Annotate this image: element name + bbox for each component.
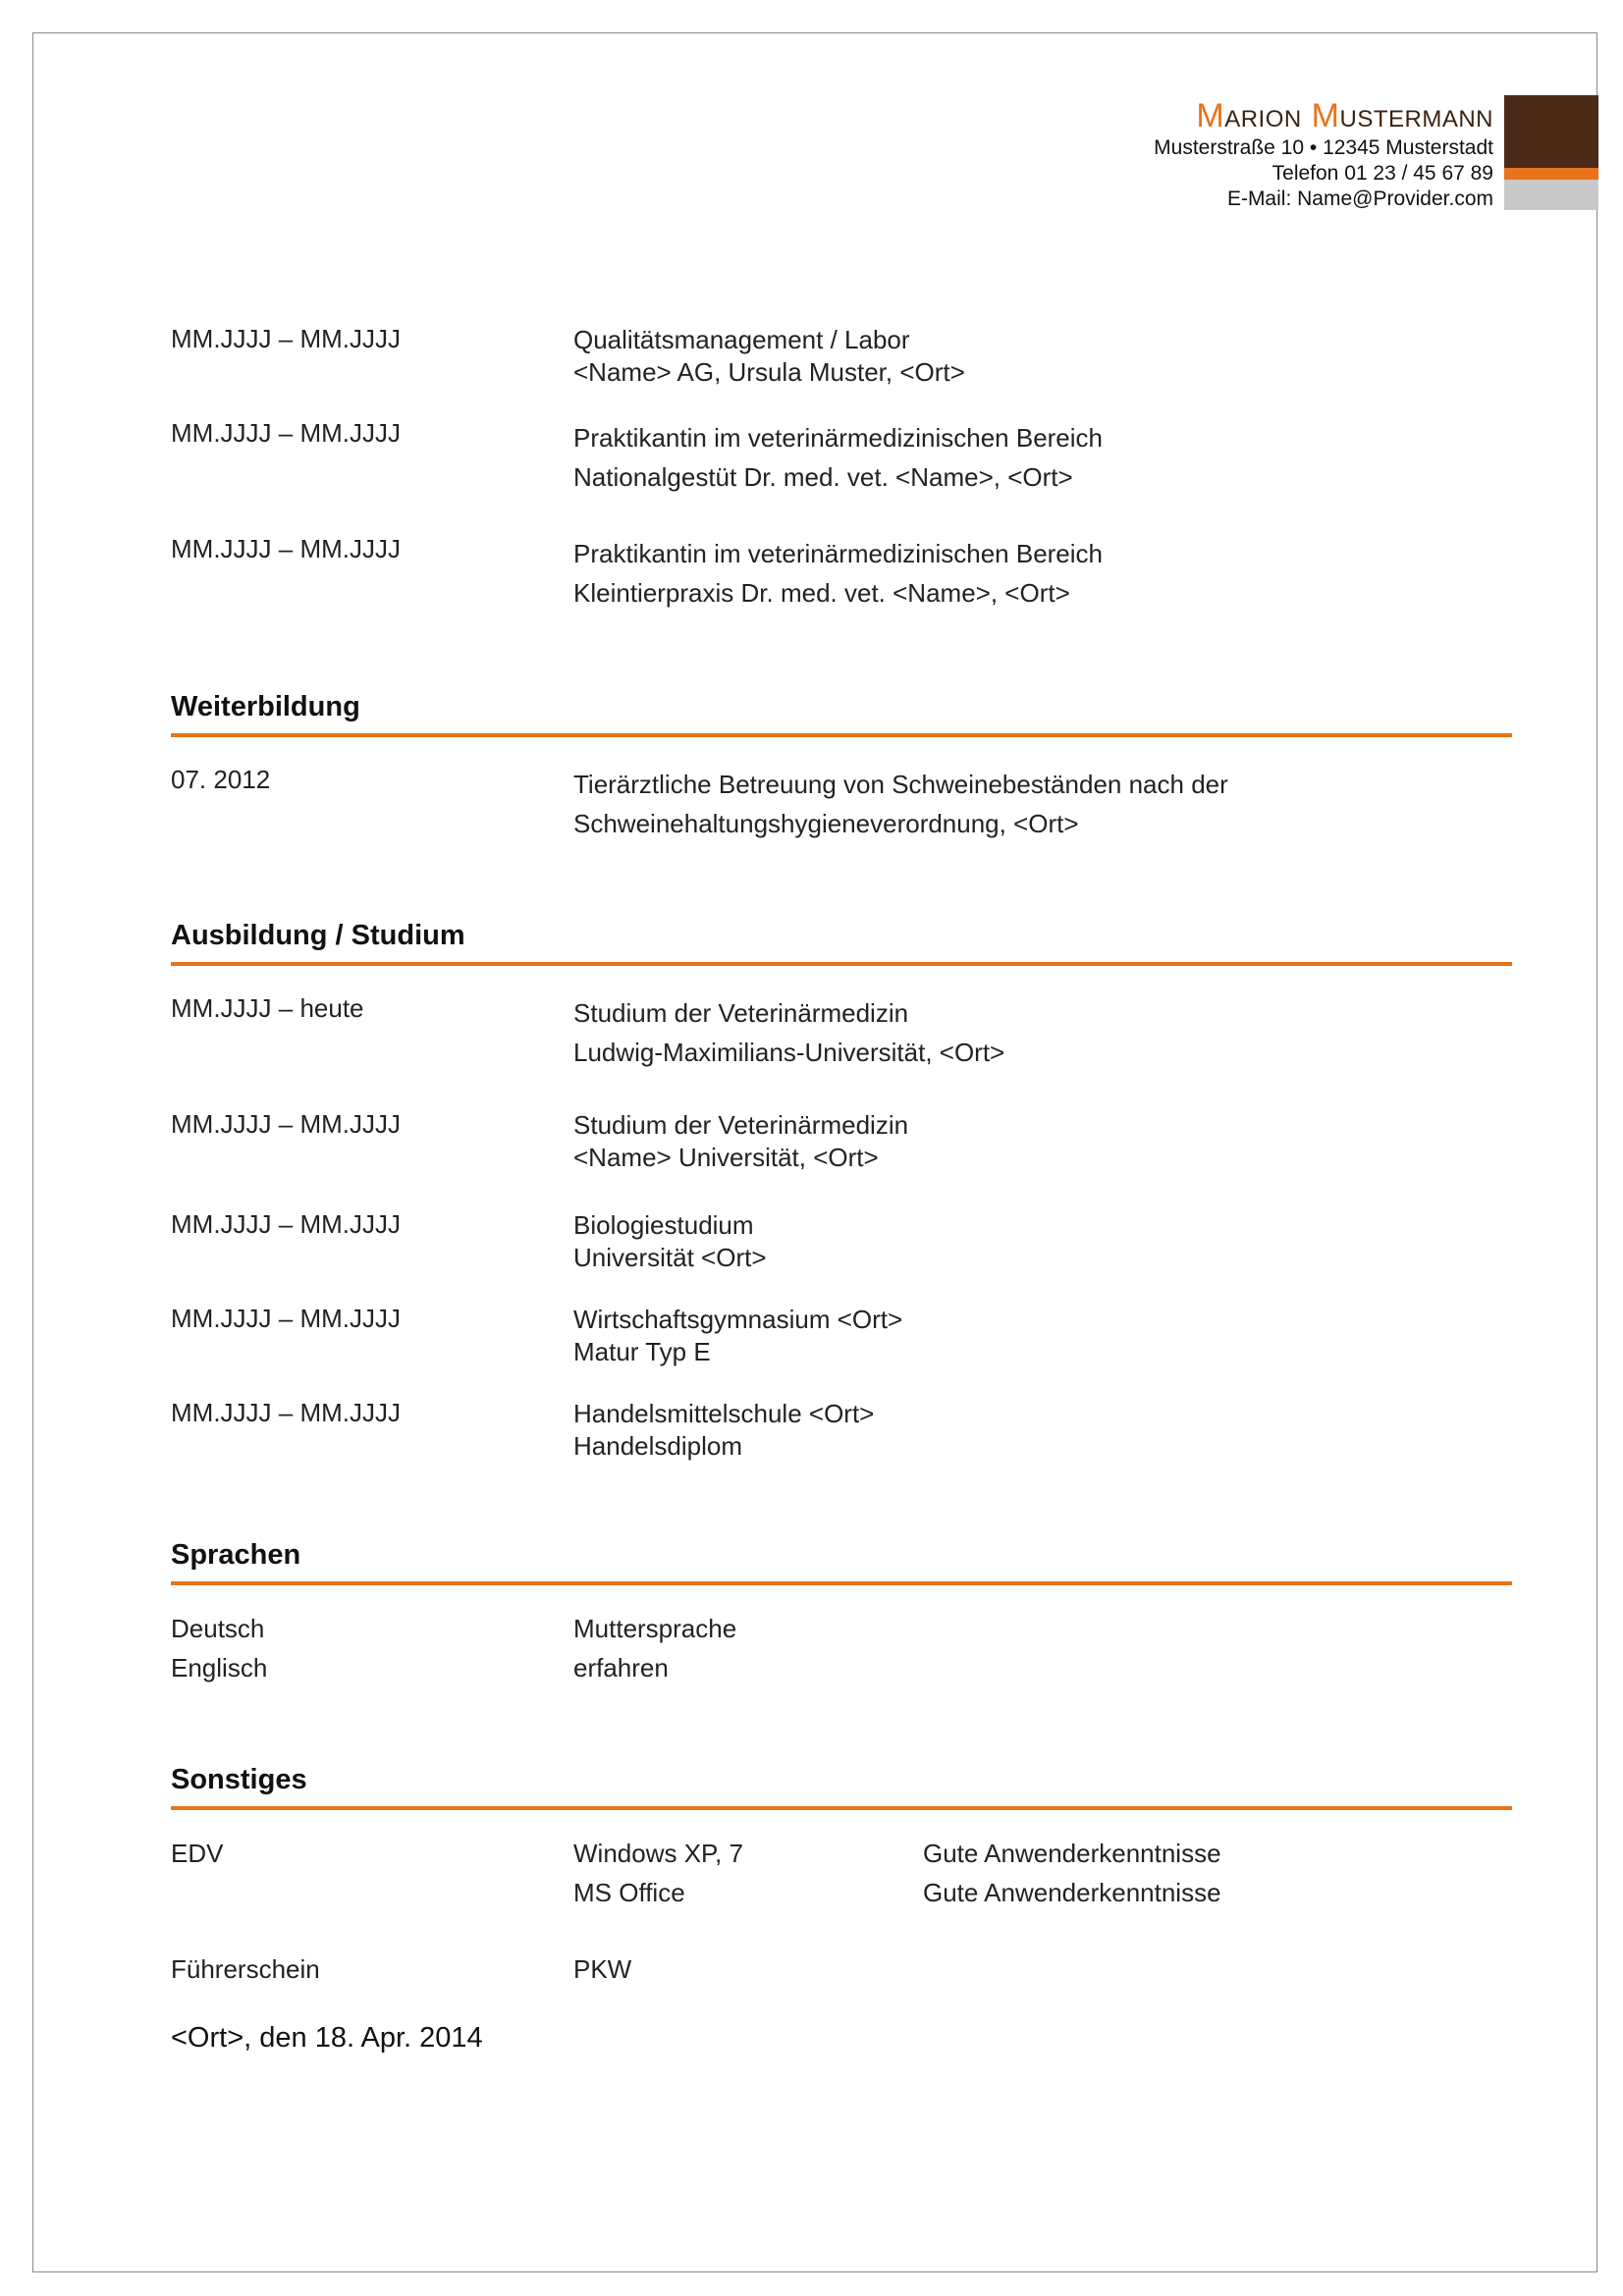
first-name-initial: M (1196, 97, 1225, 134)
language-name: Englisch (171, 1653, 268, 1682)
license-value (573, 1949, 1512, 1989)
brand-logo-block (1504, 95, 1598, 210)
entry-title: Praktikantin im veterinärmedizinischen Bereich (573, 423, 1104, 453)
place-date-signoff: <Ort>, den 18. Apr. 2014 (171, 2022, 483, 2054)
weiterbildung-entry (171, 765, 1512, 843)
license-label: Führerschein (171, 1954, 320, 1984)
entry-details (573, 324, 1512, 389)
entry-details (573, 1304, 1512, 1368)
entry-date: MM.JJJJ – MM.JJJJ (171, 1398, 401, 1427)
logo-gray-stripe (1504, 180, 1598, 210)
section-title-ausbildung: Ausbildung / Studium (171, 920, 1512, 966)
header (1154, 96, 1493, 212)
entry-date: MM.JJJJ – MM.JJJJ (171, 1109, 401, 1139)
license-value-text: PKW (573, 1954, 632, 1984)
last-name-rest: ustermann (1339, 97, 1493, 134)
entry-details (573, 418, 1512, 497)
language-level (573, 1648, 1512, 1687)
language-entry (171, 1648, 1512, 1687)
edv-level: Gute Anwenderkenntnisse (923, 1878, 1221, 1907)
last-name-initial: M (1311, 97, 1340, 134)
experience-entry (171, 324, 1512, 389)
entry-title: Handelsmittelschule <Ort> (573, 1399, 875, 1428)
entry-date: MM.JJJJ – MM.JJJJ (171, 1209, 401, 1239)
entry-date: 07. 2012 (171, 765, 271, 794)
entry-date: MM.JJJJ – MM.JJJJ (171, 418, 401, 448)
entry-details (573, 1109, 1512, 1174)
entry-subtitle: <Name> AG, Ursula Muster, <Ort> (573, 357, 965, 387)
logo-dark-square (1504, 95, 1598, 168)
entry-details (573, 765, 1512, 843)
section-title-sonstiges: Sonstiges (171, 1764, 1512, 1810)
entry-subtitle: Universität <Ort> (573, 1243, 767, 1272)
entry-details (573, 1209, 1512, 1274)
entry-details (573, 534, 1512, 613)
entry-details (573, 1398, 1512, 1463)
entry-title: Qualitätsmanagement / Labor (573, 325, 910, 354)
entry-date: MM.JJJJ – MM.JJJJ (171, 324, 401, 353)
entry-subtitle: Kleintierpraxis Dr. med. vet. <Name>, <Ort> (573, 578, 1070, 608)
address: Musterstraße 10 • 12345 Musterstadt (1154, 136, 1493, 159)
entry-title: Studium der Veterinärmedizin (573, 1110, 909, 1140)
edv-item-text: Windows XP, 7 (573, 1839, 743, 1868)
entry-subtitle: Ludwig-Maximilians-Universität, <Ort> (573, 1038, 1005, 1067)
entry-title: Tierärztliche Betreuung von Schweinebeständen nach der (573, 770, 1228, 799)
ausbildung-entry (171, 1304, 1512, 1368)
entry-date: MM.JJJJ – heute (171, 993, 364, 1023)
entry-details (573, 993, 1512, 1072)
entry-title: Wirtschaftsgymnasium <Ort> (573, 1305, 903, 1334)
entry-title: Praktikantin im veterinärmedizinischen Bereich (573, 539, 1104, 568)
entry-subtitle: Handelsdiplom (573, 1431, 742, 1461)
entry-subtitle: Matur Typ E (573, 1337, 711, 1366)
edv-level: Gute Anwenderkenntnisse (923, 1839, 1221, 1868)
edv-label: EDV (171, 1839, 224, 1868)
edv-entry (171, 1834, 1512, 1873)
cv-content (171, 324, 1512, 2055)
experience-entry (171, 534, 1512, 613)
edv-item-text: MS Office (573, 1878, 685, 1907)
ausbildung-entry (171, 993, 1512, 1072)
entry-date: MM.JJJJ – MM.JJJJ (171, 1304, 401, 1333)
applicant-name (1154, 96, 1493, 135)
logo-orange-stripe (1504, 168, 1598, 180)
phone: Telefon 01 23 / 45 67 89 (1271, 162, 1493, 185)
language-level (573, 1609, 1512, 1648)
ausbildung-entry (171, 1398, 1512, 1463)
language-name: Deutsch (171, 1614, 265, 1643)
language-entry (171, 1609, 1512, 1648)
entry-title: Biologiestudium (573, 1210, 754, 1240)
experience-entry (171, 418, 1512, 497)
ausbildung-entry (171, 1109, 1512, 1174)
section-title-weiterbildung: Weiterbildung (171, 691, 1512, 737)
section-title-sprachen: Sprachen (171, 1539, 1512, 1585)
edv-entry (171, 1873, 1512, 1912)
entry-date: MM.JJJJ – MM.JJJJ (171, 534, 401, 563)
entry-subtitle: Nationalgestüt Dr. med. vet. <Name>, <Ort> (573, 462, 1073, 492)
entry-subtitle: Schweinehaltungshygieneverordnung, <Ort> (573, 809, 1079, 838)
entry-subtitle: <Name> Universität, <Ort> (573, 1143, 879, 1172)
email: E-Mail: Name@Provider.com (1226, 187, 1493, 210)
language-level-text: Muttersprache (573, 1614, 737, 1643)
first-name-rest: arion (1224, 97, 1302, 134)
entry-title: Studium der Veterinärmedizin (573, 998, 909, 1028)
ausbildung-entry (171, 1209, 1512, 1274)
language-level-text: erfahren (573, 1653, 669, 1682)
license-entry (171, 1949, 1512, 1989)
